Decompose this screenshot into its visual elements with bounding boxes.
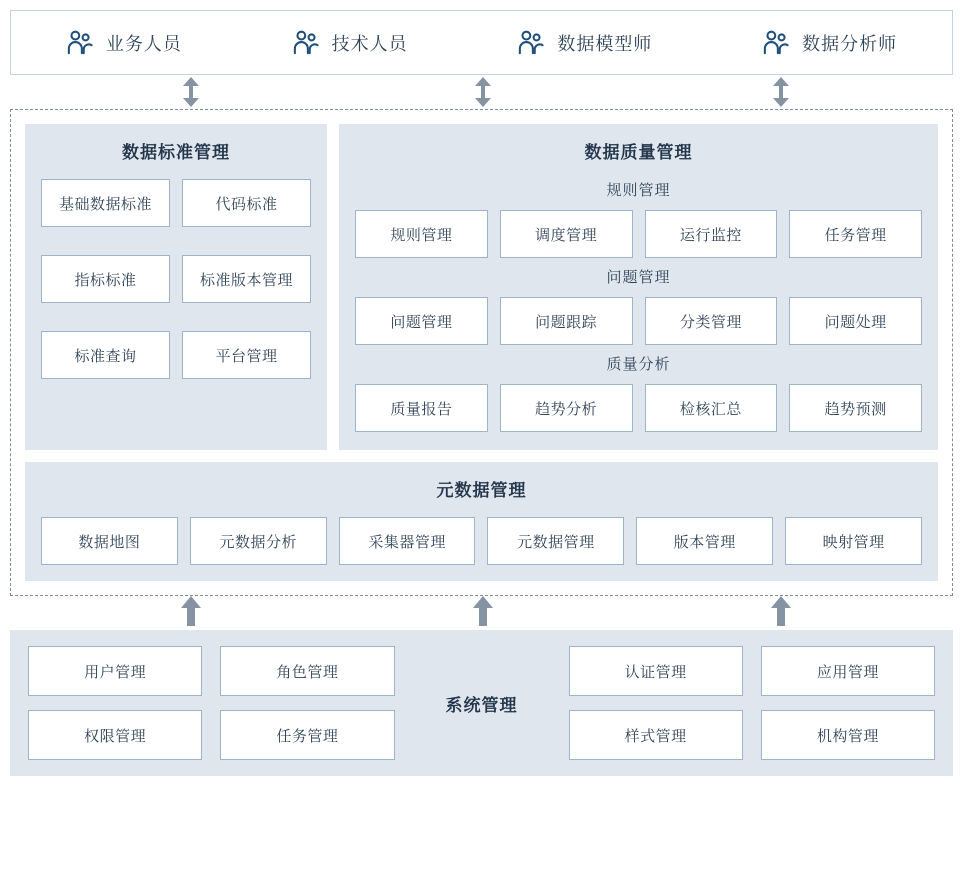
roles-bar	[10, 10, 953, 75]
quality-group-title: 问题管理	[606, 269, 671, 286]
quality-cell[interactable]: 问题跟踪	[500, 297, 633, 345]
system-left-grid	[28, 646, 395, 760]
quality-cell[interactable]: 任务管理	[789, 210, 922, 258]
quality-analysis-grid	[355, 384, 922, 432]
panel-system-management	[10, 630, 953, 776]
double-arrow-icon	[474, 77, 492, 107]
system-cell[interactable]: 样式管理	[569, 710, 743, 760]
governance-container	[10, 109, 953, 596]
role-item[interactable]	[756, 30, 903, 56]
role-label: 技术人员	[331, 33, 408, 54]
panel-title: 数据标准管理	[122, 143, 230, 162]
metadata-cell[interactable]: 采集器管理	[339, 517, 476, 565]
role-label: 数据模型师	[557, 33, 653, 54]
metadata-cell[interactable]: 数据地图	[41, 517, 178, 565]
role-item[interactable]	[286, 30, 414, 56]
quality-cell[interactable]: 运行监控	[645, 210, 778, 258]
quality-cell[interactable]: 检核汇总	[645, 384, 778, 432]
quality-cell[interactable]: 趋势预测	[789, 384, 922, 432]
quality-rule-grid	[355, 210, 922, 258]
up-arrow-icon	[770, 596, 792, 626]
top-connector-row	[10, 75, 953, 109]
standard-cell[interactable]: 指标标准	[41, 255, 170, 303]
system-cell[interactable]: 用户管理	[28, 646, 202, 696]
person-group-icon	[762, 30, 790, 56]
system-right-grid	[569, 646, 936, 760]
quality-cell[interactable]: 分类管理	[645, 297, 778, 345]
quality-cell[interactable]: 质量报告	[355, 384, 488, 432]
person-group-icon	[517, 30, 545, 56]
system-cell[interactable]: 认证管理	[569, 646, 743, 696]
bottom-connector-row	[10, 596, 953, 628]
governance-top-row	[25, 124, 938, 450]
double-arrow-icon	[182, 77, 200, 107]
double-arrow-icon	[772, 77, 790, 107]
quality-cell[interactable]: 问题管理	[355, 297, 488, 345]
up-arrow-icon	[180, 596, 202, 626]
system-cell[interactable]: 角色管理	[220, 646, 394, 696]
metadata-cell[interactable]: 元数据管理	[487, 517, 624, 565]
quality-group-title: 规则管理	[606, 182, 671, 199]
panel-data-standard	[25, 124, 327, 450]
metadata-cell[interactable]: 元数据分析	[190, 517, 327, 565]
standard-grid	[41, 179, 311, 379]
standard-cell[interactable]: 代码标准	[182, 179, 311, 227]
panel-title: 数据质量管理	[584, 143, 693, 162]
role-label: 数据分析师	[802, 33, 898, 54]
panel-data-quality	[339, 124, 938, 450]
quality-cell[interactable]: 趋势分析	[500, 384, 633, 432]
quality-cell[interactable]: 问题处理	[789, 297, 922, 345]
standard-cell[interactable]: 基础数据标准	[41, 179, 170, 227]
standard-cell[interactable]: 标准查询	[41, 331, 170, 379]
panel-title: 系统管理	[445, 695, 518, 715]
metadata-cell[interactable]: 版本管理	[636, 517, 773, 565]
metadata-cell[interactable]: 映射管理	[785, 517, 922, 565]
standard-cell[interactable]: 标准版本管理	[182, 255, 311, 303]
quality-issue-grid	[355, 297, 922, 345]
system-cell[interactable]: 任务管理	[220, 710, 394, 760]
role-item[interactable]	[60, 30, 188, 56]
panel-title: 元数据管理	[436, 481, 527, 500]
system-cell[interactable]: 应用管理	[761, 646, 935, 696]
role-item[interactable]	[511, 30, 658, 56]
role-label: 业务人员	[105, 33, 182, 54]
system-cell[interactable]: 权限管理	[28, 710, 202, 760]
up-arrow-icon	[472, 596, 494, 626]
person-group-icon	[292, 30, 320, 56]
standard-cell[interactable]: 平台管理	[182, 331, 311, 379]
quality-cell[interactable]: 调度管理	[500, 210, 633, 258]
person-group-icon	[66, 30, 94, 56]
system-cell[interactable]: 机构管理	[761, 710, 935, 760]
panel-metadata	[25, 462, 938, 581]
metadata-grid	[41, 517, 922, 565]
quality-cell[interactable]: 规则管理	[355, 210, 488, 258]
quality-group-title: 质量分析	[606, 356, 671, 373]
